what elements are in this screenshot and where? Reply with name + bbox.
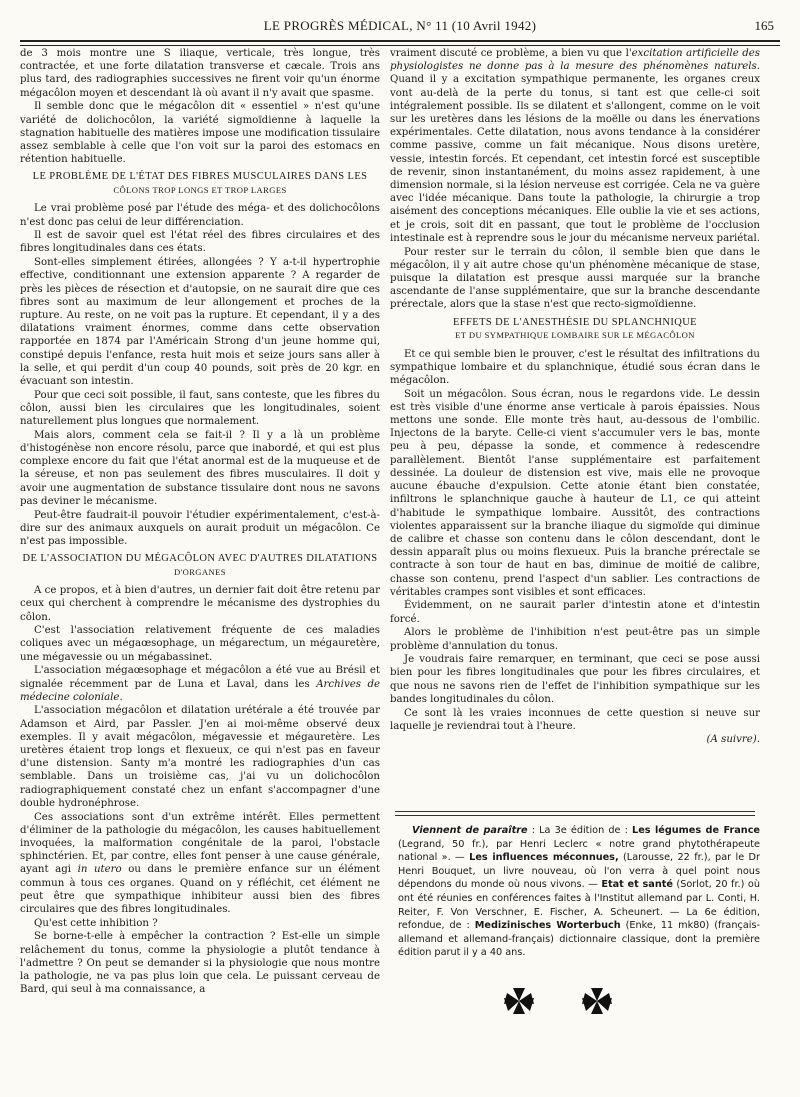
paragraph: de 3 mois montre une S iliaque, verticale, très longue, très contractée, et une forte dilatation transverse et cæcale. Trois ans plus tard, des radiographies successives ne firent voir qu'un énorme mégacôlon moyen et descendant là où avant il n'y avait que spasme. [20, 48, 380, 99]
header-rule [20, 40, 780, 46]
section-heading-anesthesie [390, 317, 760, 343]
paragraph: Je voudrais faire remarquer, en terminant, que ceci se pose aussi bien pour les fibres longitudinales que pour les fibres circulaires, et que nous ne savons rien de l'effet de l'inhibition sympathique sur les bandes longitudinales du côlon. [390, 654, 760, 705]
section-heading-association [20, 553, 380, 579]
paragraph: Pour rester sur le terrain du côlon, il semble bien que dans le mégacôlon, il y ait autre chose qu'un phénomène mécanique de stase, puisque la dilatation est presque aussi marquée sur la branche ascendante de l'anse supplémentaire, que sur la branche descendante prérectale, alors que la stase n'est que recto-sigmoïdienne. [390, 246, 760, 311]
paragraph [20, 664, 380, 704]
heading-line: ET DU SYMPATHIQUE LOMBAIRE SUR LE MÉGACÔLON [455, 330, 695, 341]
paragraph [20, 811, 380, 917]
paragraph: Sont-elles simplement étirées, allongées ? Y a-t-il hypertrophie effective, conditionnant une extension apparente ? A regarder de près les pièces de résection et d'autopsie, on ne saurait dire que ces fibres sont au maximum de leur allongement et proches de la rupture. Au reste, on ne voit pas la rupture. Et cependant, il y a des dilatations vraiment énormes, comme dans cette observation rapportée en 1874 par l'Américain Strong d'un jeune homme qui, constipé depuis l'enfance, resta huit mois et seize jours sans aller à la selle, et qui perdit d'un coup 40 pounds, soit près de 20 kgr. en évacuant son intestin. [20, 257, 380, 387]
continued-note: (A suivre). [706, 734, 760, 746]
ornament-icon [502, 985, 536, 1017]
heading-line: CÔLONS TROP LONGS ET TROP LARGES [113, 184, 287, 195]
text-run: (Enke, 11 mk80) (français-allemand et allemand-français) dictionnaire classique, dont la première édition parut il y a 40 ans. [398, 920, 760, 959]
paragraph: Pour que ceci soit possible, il faut, sans conteste, que les fibres du côlon, aussi bien les circulaires que les longitudinales, soient naturellement plus longues que normalement. [20, 389, 380, 428]
text-run: (Sorlot, 20 fr.) où ont été réunies en conférences faites à l'Institut allemand par L. Conti, H. Reiter, F. Von Verschner, E. Fischer, A. Scheunert. — La 6e édition, refondue, de : [398, 879, 760, 932]
left-column [20, 47, 380, 997]
text-run: L'association mégaœsophage et mégacôlon a été vue au Brésil et signalée récemment par de Luna et Laval, dans les [20, 665, 380, 690]
heading-line: DE L'ASSOCIATION DU MÉGACÔLON AVEC D'AUTRES DILATATIONS [22, 553, 378, 565]
text-run: vraiment discuté ce problème, a bien vu que l' [390, 48, 632, 59]
quoted-phrase: excitation artificielle des physiologistes ne donne pas à la mesure des phénomènes naturels [390, 48, 761, 73]
text-run: : La 3e édition de : [527, 825, 633, 836]
heading-line: LE PROBLÈME DE L'ÉTAT DES FIBRES MUSCULAIRES DANS LES [32, 171, 368, 183]
heading-line: D'ORGANES [174, 566, 226, 577]
paragraph: Ce sont là les vraies inconnues de cette question si neuve sur laquelle je reviendrai tout à l'heure. [390, 707, 760, 732]
right-column [390, 47, 760, 747]
page-number: 165 [754, 18, 774, 33]
ornament-icon [580, 985, 614, 1017]
paragraph: Soit un mégacôlon. Sous écran, nous le regardons vide. Le dessin est très visible d'une énorme anse verticale à parois épaissies. Nous mettons une sonde. Elle monte très haut, au-dessous de l'ombilic. Injectons de la baryte. Celle-ci vient s'accumuler vers le bas, monte peu à peu, dépasse la sonde, et commence à redescendre parallèlement. Bientôt l'anse supplémentaire est parfaitement dessinée. La douleur de distension est vive, mais elle ne provoque aucune ébauche d'expulsion. Cette atonie étant bien constatée, infiltrons le splanchnique gauche à hauteur de L1, ce qui atteint d'habitude le sympathique lombaire. Aussitôt, des contractions violentes apparaissent sur la branche iliaque du sigmoïde qui diminue de calibre et chasse son contenu dans le côlon descendant, dont le dessin apparaît plus ou moins flexueux. Puis la branche prérectale se contracte à son tour de haut en bas, diminue de moitié de calibre, chasse son contenu, prend l'aspect d'un sablier. Les contractions de véritables crampes sont visibles et sont efficaces. [390, 388, 760, 598]
paragraph: Peut-être faudrait-il pouvoir l'étudier expérimentalement, c'est-à-dire sur des animaux auxquels on aurait produit un mégacôlon. Ce n'est pas impossible. [20, 509, 380, 547]
text-run: . [119, 691, 123, 703]
text-run: . Quand il y a excitation sympathique permanente, les organes creux vont au-delà de la perte du tonus, si tant est que celle-ci soit intégralement possible. Ils se dilatent et s'allongent, comme on le voit sur les uretères dans les lésions de la moëlle ou dans les énervations expérimentales. Cette dilatation, nous avons tendance à la considérer comme passive, comme un fait mécanique. Nous disons uretère, vessie, intestin forcés. Et cependant, cet intestin forcé est susceptible de revenir, sinon instantanément, du moins assez rapidement, à une dimension normale, si la lésion nerveuse est corrigée. Cela ne va guère avec l'idée mécanique. Dans toute la pathologie, la chirurgie a trop aisément des conceptions mécaniques. Elle oublie la vie et ses actions, et je crois, soit dit en passant, que tout le problème de l'occlusion intestinale est à reprendre sous le jour du mécanisme nerveux pariétal. [390, 61, 760, 244]
text-run: ou dans le première enfance sur un élément commun à tous ces organes. Quand on y réfléchit, cet élément ne peut être que sympathique inhibiteur aussi bien des fibres circulaires que des fibres longitudinales. [20, 864, 380, 915]
paragraph: Alors le problème de l'inhibition n'est peut-être pas un simple problème d'annulation du tonus. [390, 627, 760, 652]
text-run: Ces associations sont d'un extrême intérêt. Elles permettent d'éliminer de la pathologie du mégacôlon, les causes habituellement invoquées, la malformation congénitale de la paroi, l'obstacle sphinctérien. Et, par contre, elles font penser à une cause générale, ayant agi [20, 811, 380, 876]
latin-term: in utero [77, 864, 122, 876]
paragraph: Évidemment, on ne saurait parler d'intestin atone et d'intestin forcé. [390, 600, 760, 625]
paragraph: Il est de savoir quel est l'état réel des fibres circulaires et des fibres longitudinales dans ces états. [20, 230, 380, 255]
heading-line: EFFETS DE L'ANESTHÉSIE DU SPLANCHNIQUE [452, 316, 697, 328]
book-title: Medizinisches Worterbuch [474, 920, 621, 932]
paragraph: Et ce qui semble bien le prouver, c'est le résultat des infiltrations du sympathique lombaire et du splanchnique, étudié sous écran dans le mégacôlon. [390, 348, 760, 386]
paragraph: Le vrai problème posé par l'étude des méga- et des dolichocôlons n'est donc pas celui de leur différenciation. [20, 203, 380, 228]
book-title: Etat et santé [601, 879, 673, 891]
new-publications-notice [398, 824, 760, 960]
paragraph: Mais alors, comment cela se fait-il ? Il y a là un problème d'histogénèse non encore résolu, parce que inabordé, et qui est plus complexe encore du fait que l'état anormal est de la muqueuse et de la séreuse, et non pas seulement des fibres musculaires. Il doit y avoir une augmentation de substance tissulaire dont nous ne savons pas deviner le mécanisme. [20, 429, 380, 507]
paragraph: A ce propos, et à bien d'autres, un dernier fait doit être retenu par ceux qui cherchent à comprendre le mécanisme des dystrophies du côlon. [20, 585, 380, 623]
book-title: Les influences méconnues, [469, 852, 619, 864]
notice-lead: Viennent de paraître [412, 825, 528, 836]
paragraph: C'est l'association relativement fréquente de ces maladies coliques avec un mégaœsophage, un mégarectum, un mégauretère, une mégavessie ou un mégabassinet. [20, 625, 380, 663]
continued-note-row [390, 733, 760, 746]
paragraph: L'association mégacôlon et dilatation urétérale a été trouvée par Adamson et Aird, par Passler. J'en ai moi-même observé deux exemples. Il y avait mégacôlon, mégavessie et mégauretère. Les uretères étaient trop longs et flexueux, ce qui n'est pas en faveur d'une distension. Santy m'a montré les radiographies d'un cas semblable. Dans un troisième cas, j'ai vu un dolichocôlon radiographiquement constaté chez un enfant s'accompagner d'une double hydronéphrose. [20, 705, 380, 809]
journal-title: LE PROGRÈS MÉDICAL, N° 11 (10 Avril 1942) [263, 18, 537, 33]
running-header [20, 14, 780, 38]
text-run: (Legrand, 50 fr.), par Henri Leclerc « notre grand phytothérapeute national ». — [398, 838, 760, 864]
text-run: (Larousse, 22 fr.), par le Dr Henri Bouquet, un livre nouveau, où l'on verra à quel point nous dépendons du monde où nous vivons. — [398, 852, 760, 891]
notice-separator [395, 811, 755, 816]
paragraph: Se borne-t-elle à empêcher la contraction ? Est-elle un simple relâchement du tonus, comme la physiologie a plutôt tendance à l'admettre ? On peut se demander si la physiologie que nous montre la pathologie, ne va pas plus loin que cela. Le puissant cerveau de Bard, qui seul à ma connaissance, a [20, 931, 380, 996]
paragraph: Qu'est cette inhibition ? [34, 917, 158, 929]
section-heading-fibres [20, 171, 380, 197]
paragraph: Il semble donc que le mégacôlon dit « essentiel » n'est qu'une variété de dolichocôlon, la variété sigmoïdienne à laquelle la stagnation habituelle des matières impose une modification tissulaire assez semblable à celle que l'on voit sur la paroi des estomacs en rétention habituelle. [20, 101, 380, 166]
book-title: Les légumes de France [632, 825, 761, 836]
journal-reference: Archives de médecine coloniale [20, 678, 380, 703]
paragraph [390, 47, 760, 245]
